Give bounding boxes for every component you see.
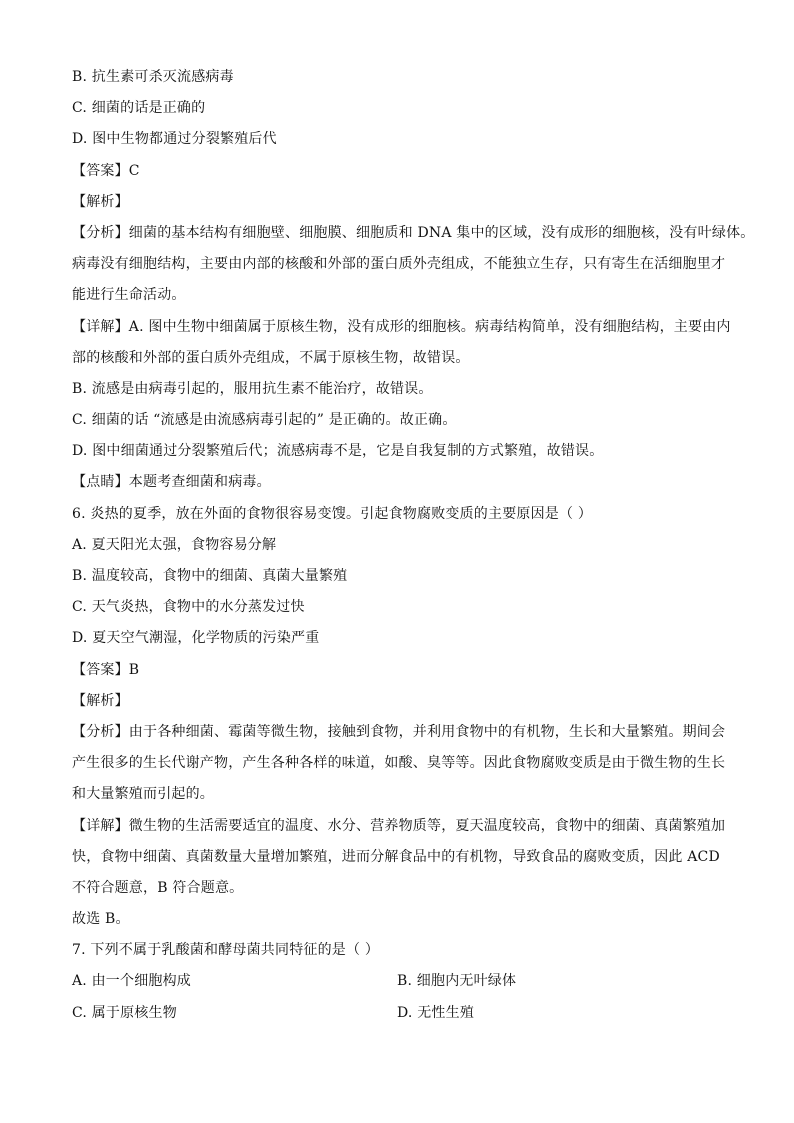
q5-fenxi-line-2: 病毒没有细胞结构，主要由内部的核酸和外部的蛋白质外壳组成，不能独立生存，只有寄生在活细胞里才 [72,256,726,273]
q6-answer: 【答案】B [72,661,140,678]
q5-xiangjie-line-3: B. 流感是由病毒引起的，服用抗生素不能治疗，故错误。 [72,380,433,397]
q7-option-c: C. 属于原核生物 [72,1004,177,1021]
document-page [72,62,755,1029]
q5-option-d: D. 图中生物都通过分裂繁殖后代 [72,131,277,148]
q7-option-d: D. 无性生殖 [397,1004,475,1021]
q5-option-c: C. 细菌的话是正确的 [72,100,206,117]
q7-options-row-2 [72,998,732,1029]
q7-option-a: A. 由一个细胞构成 [72,973,192,990]
q6-option-b: B. 温度较高，食物中的细菌、真菌大量繁殖 [72,568,348,584]
q6-option-a: A. 夏天阳光太强，食物容易分解 [72,536,277,553]
q7-option-b: B. 细胞内无叶绿体 [397,973,517,990]
q6-option-c: C. 天气炎热，食物中的水分蒸发过快 [72,599,305,616]
q5-xiangjie-line-1: 【详解】A. 图中生物中细菌属于原核生物，没有成形的细胞核。病毒结构简单，没有细胞结构，主要由内 [72,318,731,335]
q6-option-d: D. 夏天空气潮湿，化学物质的污染严重 [72,630,320,647]
q7-stem: 7. 下列不属于乳酸菌和酵母菌共同特征的是（ ） [72,942,380,959]
q5-fenxi-line-1: 【分析】细菌的基本结构有细胞壁、细胞膜、细胞质和 DNA 集中的区域，没有成形的细胞核，没有叶绿体。 [72,224,755,241]
q6-stem: 6. 炎热的夏季，放在外面的食物很容易变馊。引起食物腐败变质的主要原因是（ ） [72,505,593,522]
q6-xiangjie-line-3: 不符合题意，B 符合题意。 [72,879,244,896]
q6-analysis-heading: 【解析】 [72,692,129,709]
q5-answer: 【答案】C [72,162,140,179]
q5-xiangjie-line-4: C. 细菌的话 “流感是由流感病毒引起的” 是正确的。故正确。 [72,412,457,429]
q6-fenxi-line-2: 产生很多的生长代谢产物，产生各种各样的味道，如酸、臭等等。因此食物腐败变质是由于微生物的生长 [72,755,726,772]
q5-option-b: B. 抗生素可杀灭流感病毒 [72,69,234,85]
q6-conclusion: 故选 B。 [72,911,130,928]
q5-xiangjie-line-5: D. 图中细菌通过分裂繁殖后代；流感病毒不是，它是自我复制的方式繁殖，故错误。 [72,443,604,460]
q5-dianjing: 【点睛】本题考查细菌和病毒。 [72,474,271,491]
q5-analysis-heading: 【解析】 [72,193,129,210]
q6-xiangjie-line-2: 快，食物中细菌、真菌数量大量增加繁殖，进而分解食品中的有机物，导致食品的腐败变质，因此 ACD [72,848,720,865]
q6-fenxi-line-1: 【分析】由于各种细菌、霉菌等微生物，接触到食物，并利用食物中的有机物，生长和大量繁殖。期间会 [72,723,726,740]
q5-xiangjie-line-2: 部的核酸和外部的蛋白质外壳组成，不属于原核生物，故错误。 [72,349,470,366]
q7-options-row-1 [72,966,732,997]
q5-fenxi-line-3: 能进行生命活动。 [72,287,186,304]
q6-fenxi-line-3: 和大量繁殖而引起的。 [72,786,214,803]
q6-xiangjie-line-1: 【详解】微生物的生活需要适宜的温度、水分、营养物质等，夏天温度较高，食物中的细菌、真菌繁殖加 [72,817,726,834]
